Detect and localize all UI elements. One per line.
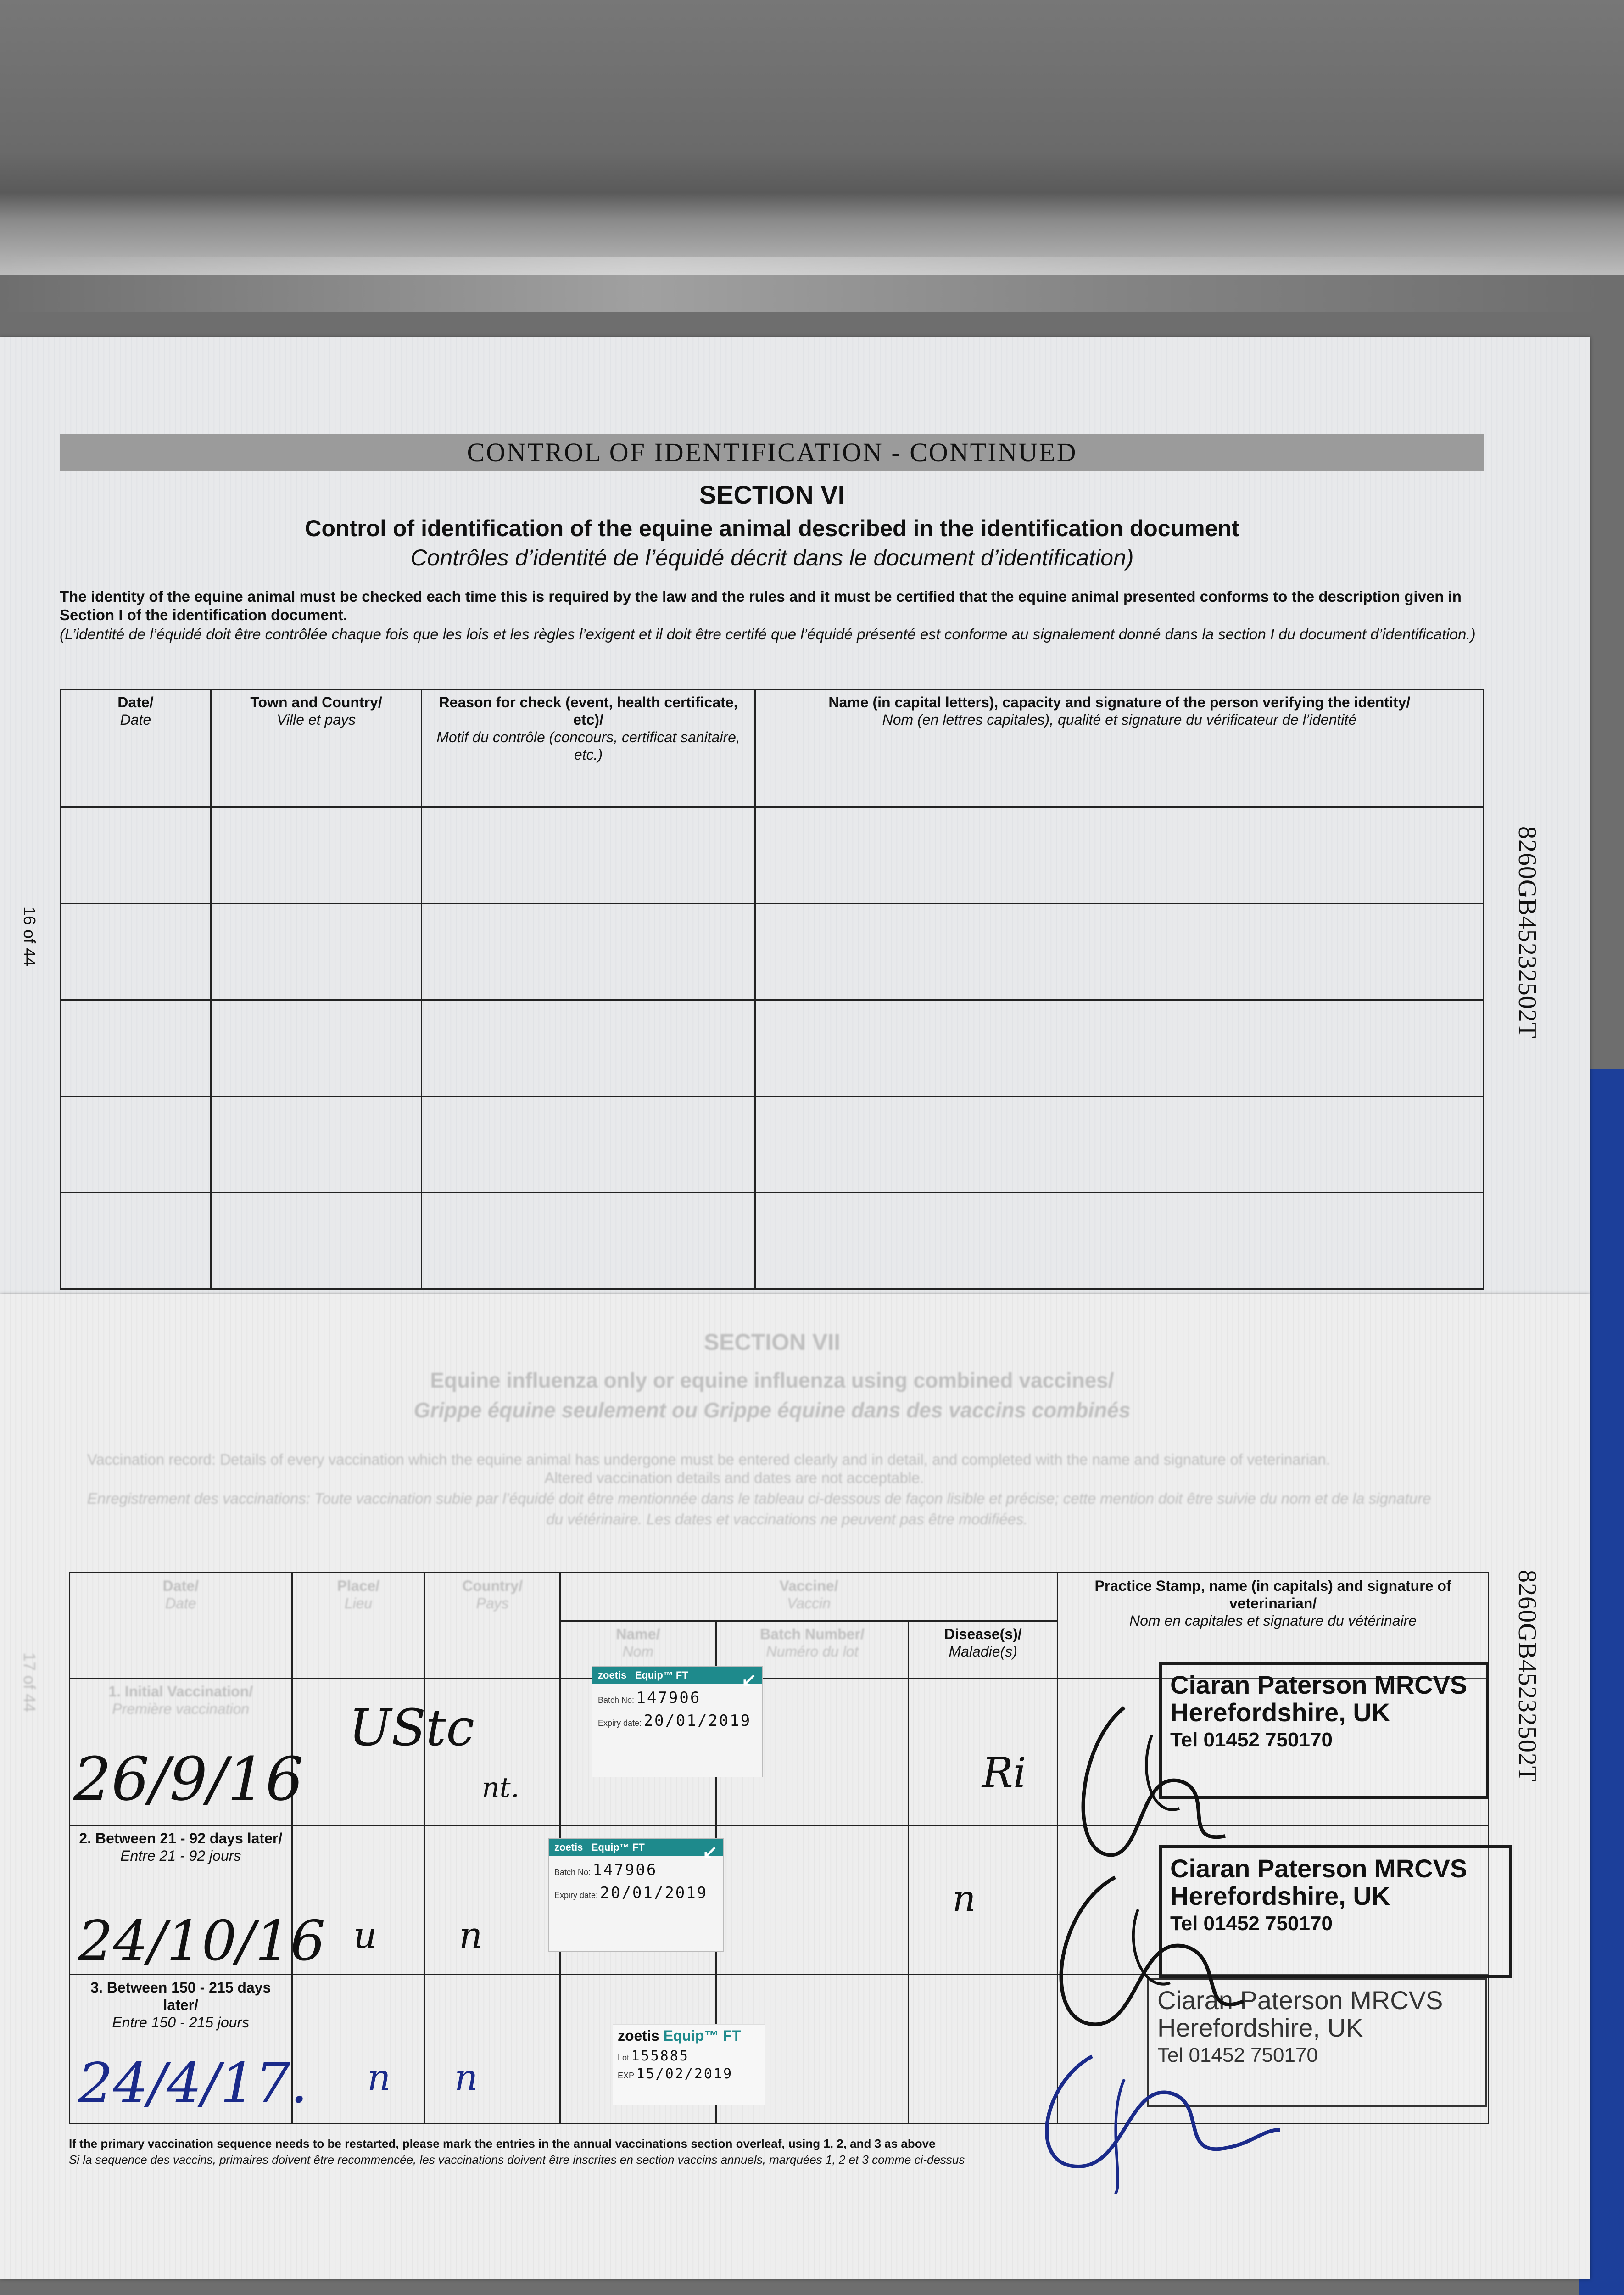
row-label-second: 2. Between 21 - 92 days later/ Entre 21 - 92 jours [70,1825,292,1975]
intro-text-en: The identity of the equine animal must be checked each time this is required by the law and the rules and it must be certified that the equine animal presented conforms to the description given in Section I of the identification document. [60,588,1462,623]
banner-text: CONTROL OF IDENTIFICATION - CONTINUED [467,437,1077,467]
handwritten-date-1: 26/9/16 [73,1744,304,1814]
signature-3 [1047,2056,1280,2166]
table-row [61,1000,1484,1097]
empty-cell[interactable] [211,1192,422,1289]
table-row [61,1192,1484,1289]
empty-cell[interactable] [61,904,211,1000]
handwritten-country-1: nt. [482,1772,519,1804]
section-subtitle-en: Control of identification of the equine animal described in the identification document [305,515,1239,541]
sticker-expiry: 20/01/2019 [600,1884,708,1902]
header-place: Place/ Lieu [292,1573,425,1679]
sticker-expiry: 20/01/2019 [643,1712,752,1730]
identity-check-table [60,688,1484,1290]
signature-2 [1061,1877,1244,2024]
row-label-initial: 1. Initial Vaccination/ Première vaccination [70,1679,292,1825]
bleed-through-title: SECTION VII [703,1329,841,1355]
handwritten-date-3: 24/4/17. [78,2052,308,2116]
section-banner [60,434,1484,471]
sticker-brand: zoetis Equip™ FT ↙ [549,1839,723,1856]
empty-cell[interactable] [422,1097,755,1193]
table-header-row [61,689,1484,807]
handwritten-place-3: n [367,2056,391,2099]
batch-cell[interactable] [716,1825,909,1975]
page-number-top: 16 of 44 [20,907,39,967]
footnote-en: If the primary vaccination sequence needs to be restarted, please mark the entries in the annual vaccinations section overleaf, using 1, 2, and 3 as above [69,2137,936,2150]
empty-cell[interactable] [61,1192,211,1289]
vet-stamp-2: Ciaran Paterson MRCVS Herefordshire, UK Tel 01452 750170 [1159,1845,1512,1978]
table-row [61,1097,1484,1193]
header-disease: Disease(s)/ Maladie(s) [909,1621,1058,1679]
empty-cell[interactable] [211,904,422,1000]
vaccination-header-row [70,1573,1489,1621]
empty-cell[interactable] [755,1097,1484,1193]
empty-cell[interactable] [422,904,755,1000]
vet-signatures [987,1652,1354,2194]
page-number-bottom: 17 of 44 [20,1652,39,1713]
section-title: SECTION VI [699,480,845,509]
bleed-through-subtitle-en: Equine influenza only or equine influenza using combined vaccines/ [430,1368,1114,1392]
vet-stamp-1: Ciaran Paterson MRCVS Herefordshire, UK Tel 01452 750170 [1159,1662,1489,1799]
empty-cell[interactable] [211,1000,422,1097]
empty-cell[interactable] [422,1192,755,1289]
country-cell[interactable] [425,1975,560,2124]
vaccination-instructions-fr-2: du vétérinaire. Les dates et vaccinations ne peuvent pas être modifiées. [546,1511,1028,1528]
empty-cell[interactable] [61,1000,211,1097]
empty-cell[interactable] [211,1097,422,1193]
empty-cell[interactable] [61,807,211,904]
empty-cell[interactable] [755,904,1484,1000]
empty-cell[interactable] [211,807,422,904]
header-reason: Reason for check (event, health certificate, etc)/ Motif du contrôle (concours, certificat sanitaire, etc.) [422,689,755,807]
empty-cell[interactable] [755,1192,1484,1289]
header-vaccine-name: Name/ Nom [560,1621,716,1679]
table-row [61,807,1484,904]
vaccination-instructions-fr: Enregistrement des vaccinations: Toute vaccination subie par l’équidé doit être mentionnée dans le tableau ci-dessous de façon lisible et précise; cette mention doit être suivie du nom et de la signature [87,1490,1431,1507]
passport-number-top: 8260GB45232502T [1513,826,1541,1039]
handwritten-disease-1: Ri [982,1749,1027,1797]
vaccine-sticker-1: zoetis Equip™ FT ↙ Batch No: 147906 Expiry date: 20/01/2019 [592,1666,763,1777]
empty-cell[interactable] [755,1000,1484,1097]
handwritten-date-2: 24/10/16 [78,1909,325,1973]
empty-cell[interactable] [422,1000,755,1097]
header-verifier: Name (in capital letters), capacity and signature of the person verifying the identity/ Nom (en lettres capitales), qualité et signature du vérificateur de l’identité [755,689,1484,807]
vaccine-sticker-2: zoetis Equip™ FT ↙ Batch No: 147906 Expiry date: 20/01/2019 [548,1838,724,1952]
passport-number-bottom: 8260GB45232502T [1513,1570,1541,1782]
footnote-fr: Si la sequence des vaccins, primaires doivent être recommencée, les vaccinations doivent être inscrites en section vaccins annuels, marquées 1, 2 et 3 comme ci-dessus [69,2153,965,2166]
empty-cell[interactable] [61,1097,211,1193]
sticker-brand: zoetis Equip™ FT ↙ [592,1667,762,1684]
bleed-through-subtitle-fr: Grippe équine seulement ou Grippe équine dans des vaccins combinés [413,1398,1131,1422]
scanner-background [0,0,1624,275]
vaccination-instructions-en: Vaccination record: Details of every vaccination which the equine animal has undergone must be entered clearly and in detail, and completed with the name and signature of veterinarian. [87,1451,1330,1468]
intro-text-fr: (L’identité de l’équidé doit être contrôlée chaque fois que les lois et les règles l’exigent et il doit être certifé que l’équidé présenté est conforme au signalement donné dans la section I du document d’identification.) [60,626,1476,643]
handwritten-place-1: UStc [349,1698,474,1757]
handwritten-country-2: n [459,1914,483,1957]
signature-1 [1083,1707,1225,1855]
header-date: Date/ Date [61,689,211,807]
vet-stamp-3: Ciaran Paterson MRCVS Herefordshire, UK Tel 01452 750170 [1147,1978,1487,2107]
header-country: Country/ Pays [425,1573,560,1679]
header-practice-stamp: Practice Stamp, name (in capitals) and signature of veterinarian/ Nom en capitales et signature du vétérinaire [1058,1573,1489,1679]
sticker-expiry: 15/02/2019 [636,2066,733,2082]
row-label-third: 3. Between 150 - 215 days later/ Entre 150 - 215 jours [70,1975,292,2124]
vaccine-sticker-3: zoetis Equip™ FT Lot 155885 EXP 15/02/2019 [613,2024,765,2105]
empty-cell[interactable] [755,807,1484,904]
handwritten-disease-2: n [952,1877,976,1920]
empty-cell[interactable] [422,807,755,904]
handwritten-country-3: n [454,2056,478,2099]
vaccination-instructions-note: Altered vaccination details and dates are not acceptable. [544,1469,924,1486]
sticker-batch: 147906 [636,1689,701,1707]
table-row [61,904,1484,1000]
header-batch-number: Batch Number/ Numéro du lot [716,1621,909,1679]
header-town-country: Town and Country/ Ville et pays [211,689,422,807]
header-date: Date/ Date [70,1573,292,1679]
header-vaccine: Vaccine/ Vaccin [560,1573,1058,1621]
sticker-batch: 147906 [592,1861,658,1879]
plastic-sleeve-glare [0,257,1606,312]
place-cell[interactable] [292,1975,425,2124]
country-cell[interactable] [425,1825,560,1975]
sticker-batch: 155885 [631,2048,689,2064]
section-subtitle-fr: Contrôles d’identité de l’équidé décrit dans le document d’identification) [410,545,1134,571]
handwritten-place-2: u [353,1914,377,1957]
